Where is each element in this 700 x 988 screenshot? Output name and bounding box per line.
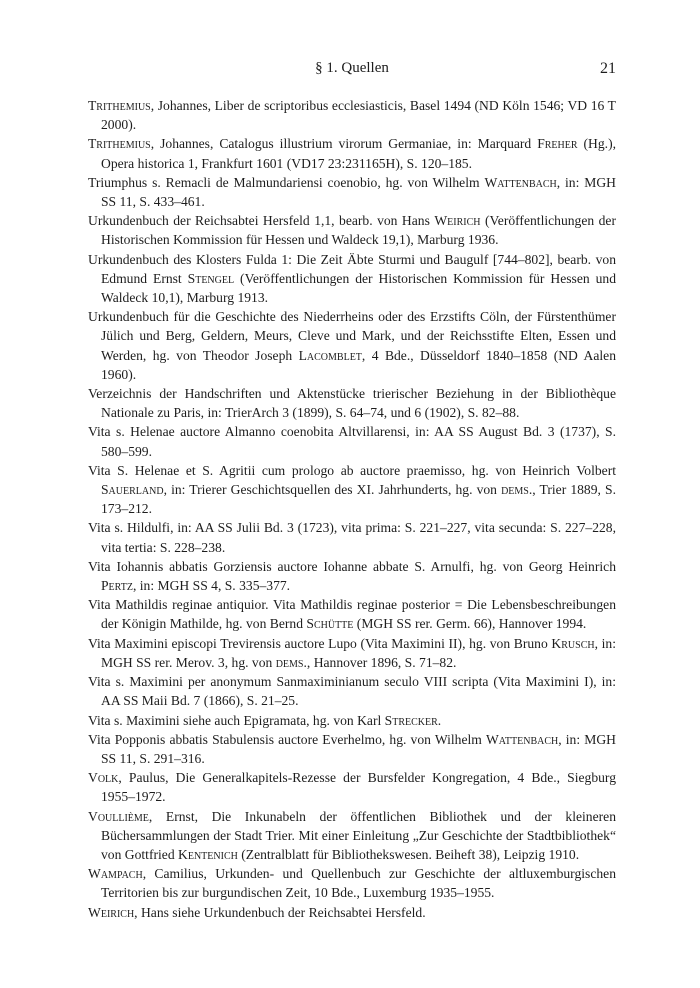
author-name: Trithemius <box>88 136 151 152</box>
entry-text: Urkundenbuch für die Geschichte des Niederrheins oder des Erzstifts Cöln, der Fürstenthümer Jülich und Berg, Geldern, Meurs, Cleve und Mark, und der Reichsstifte Elten, Essen und Werden, hg. von Theodor Joseph <box>88 309 616 363</box>
bibliography-entry <box>88 730 616 768</box>
bibliography-entry <box>88 518 616 556</box>
entry-text: Vita Iohannis abbatis Gorziensis auctore Iohanne abbate S. Arnulfi, hg. von Georg Heinrich <box>88 558 616 574</box>
section-title: § 1. Quellen <box>315 60 389 76</box>
author-name: Wattenbach <box>484 174 557 190</box>
bibliography-entry <box>88 422 616 460</box>
entry-text: , Trier 1889, S. 173–212. <box>101 482 616 517</box>
entry-text: (Hg.), Opera historica 1, Frankfurt 1601 (VD17 23:231165H), S. 120–185. <box>101 136 616 171</box>
bibliography-entry <box>88 134 616 172</box>
bibliography-entry <box>88 807 616 865</box>
entry-text: , in: MGH SS rer. Merov. 3, hg. von <box>101 635 616 670</box>
bibliography-entry <box>88 461 616 519</box>
entry-text: (Veröffentlichungen der Historischen Kommission für Hessen und Waldeck 19,1), Marburg 1936. <box>101 213 616 248</box>
author-name: Sauerland <box>101 482 164 498</box>
author-name: Wampach <box>88 866 143 882</box>
entry-text: , 4 Bde., Düsseldorf 1840–1858 (ND Aalen 1960). <box>101 347 616 382</box>
entry-text: (Veröffentlichungen der Historischen Kommission für Hessen und Waldeck 10,1), Marburg 1913. <box>101 270 616 306</box>
entry-text: , Hans siehe Urkundenbuch der Reichsabtei Hersfeld. <box>134 904 426 920</box>
entry-text: Vita s. Maximini per anonymum Sanmaximinianum seculo VIII scripta (Vita Maximini I), in: AA SS Maii Bd. 7 (1866), S. 21–25. <box>88 674 616 709</box>
entry-text: Vita Mathildis reginae antiquior. Vita Mathildis reginae posterior = Die Lebensbeschreibungen der Königin Mathilde, hg. von Bernd <box>88 597 616 632</box>
author-name: Strecker <box>384 712 438 728</box>
bibliography-entry <box>88 595 616 633</box>
entry-text: Vita s. Hildulfi, in: AA SS Julii Bd. 3 (1723), vita prima: S. 221–227, vita secunda: S. 227–228, vita tertia: S. 228–238. <box>88 520 616 555</box>
entry-text: Urkundenbuch der Reichsabtei Hersfeld 1,1, bearb. von Hans <box>88 213 435 229</box>
author-name: Voullième <box>88 808 149 824</box>
author-name: dems. <box>275 654 307 670</box>
entry-text: Triumphus s. Remacli de Malmundariensi coenobio, hg. von Wilhelm <box>88 174 485 190</box>
bibliography-entry <box>88 711 616 730</box>
author-name: Trithemius <box>88 98 151 113</box>
bibliography-entry <box>88 864 616 902</box>
author-name: Schütte <box>306 616 354 632</box>
entry-text: , Johannes, Liber de scriptoribus ecclesiasticis, Basel 1494 (ND Köln 1546; VD 16 T 2000). <box>101 98 616 133</box>
entry-text: , in: Trierer Geschichtsquellen des XI. Jahrhunderts, hg. von <box>163 482 502 498</box>
author-name: Kentenich <box>178 846 238 862</box>
entry-text: Vita Maximini episcopi Trevirensis auctore Lupo (Vita Maximini II), hg. von Bruno <box>88 635 552 651</box>
bibliography-entry <box>88 903 616 922</box>
entry-text: , Paulus, Die Generalkapitels-Rezesse der Bursfelder Kongregation, 4 Bde., Siegburg 1955–1972. <box>101 770 616 805</box>
author-name: Stengel <box>187 270 235 286</box>
entry-text: Vita s. Maximini siehe auch Epigramata, hg. von Karl <box>88 712 385 728</box>
author-name: Wattenbach <box>485 731 559 747</box>
entry-text: Verzeichnis der Handschriften und Aktenstücke trierischer Beziehung in der Bibliothèque Nationale zu Paris, in: TrierArch 3 (1899), S. 64–74, und 6 (1902), S. 82–88. <box>88 386 616 421</box>
bibliography-entry <box>88 250 616 308</box>
bibliography-entry <box>88 96 616 134</box>
bibliography-entry <box>88 384 616 422</box>
author-name: Freher <box>537 136 578 152</box>
entry-text: Vita Popponis abbatis Stabulensis auctore Everhelmo, hg. von Wilhelm <box>88 731 486 747</box>
author-name: Krusch <box>551 635 595 651</box>
bibliography-entry <box>88 173 616 211</box>
entry-text: , in: MGH SS 11, S. 433–461. <box>101 174 616 210</box>
bibliography-entry <box>88 557 616 595</box>
bibliography-list <box>88 96 616 922</box>
bibliography-entry <box>88 211 616 249</box>
entry-text: (MGH SS rer. Germ. 66), Hannover 1994. <box>353 616 587 632</box>
bibliography-entry <box>88 768 616 806</box>
page-number: 21 <box>600 60 616 77</box>
author-name: Weirich <box>434 213 481 229</box>
entry-text: . <box>437 712 442 728</box>
entry-text: (Zentralblatt für Bibliothekswesen. Beiheft 38), Leipzig 1910. <box>237 846 580 862</box>
entry-text: , in: MGH SS 11, S. 291–316. <box>101 731 616 766</box>
page-header <box>88 60 616 82</box>
entry-text: , Camilius, Urkunden- und Quellenbuch zur Geschichte der altluxemburgischen Territorien bis zur burgundischen Zeit, 10 Bde., Luxemburg 1935–1955. <box>101 866 616 901</box>
entry-text: , Hannover 1896, S. 71–82. <box>306 654 457 670</box>
author-name: Volk <box>88 770 119 786</box>
bibliography-entry <box>88 634 616 672</box>
author-name: Weirich <box>88 904 135 920</box>
bibliography-entry <box>88 307 616 384</box>
author-name: dems. <box>501 482 533 498</box>
entry-text: Urkundenbuch des Klosters Fulda 1: Die Zeit Äbte Sturmi und Baugulf [744–802], bearb. von Edmund Ernst <box>88 251 616 286</box>
author-name: Lacomblet <box>298 347 362 363</box>
entry-text: , Ernst, Die Inkunabeln der öffentlichen Bibliothek und der kleineren Büchersammlungen der Stadt Trier. Mit einer Einleitung „Zur Geschichte der Stadtbibliothek“ von Gottfried <box>101 808 616 862</box>
entry-text: , Johannes, Catalogus illustrium virorum Germaniae, in: Marquard <box>150 136 538 152</box>
entry-text: , in: MGH SS 4, S. 335–377. <box>132 578 291 594</box>
bibliography-entry <box>88 672 616 710</box>
entry-text: Vita s. Helenae auctore Almanno coenobita Altvillarensi, in: AA SS August Bd. 3 (1737), S. 580–599. <box>88 424 616 459</box>
author-name: Pertz <box>101 578 133 594</box>
entry-text: Vita S. Helenae et S. Agritii cum prologo ab auctore praemisso, hg. von Heinrich Volbert <box>88 462 616 478</box>
